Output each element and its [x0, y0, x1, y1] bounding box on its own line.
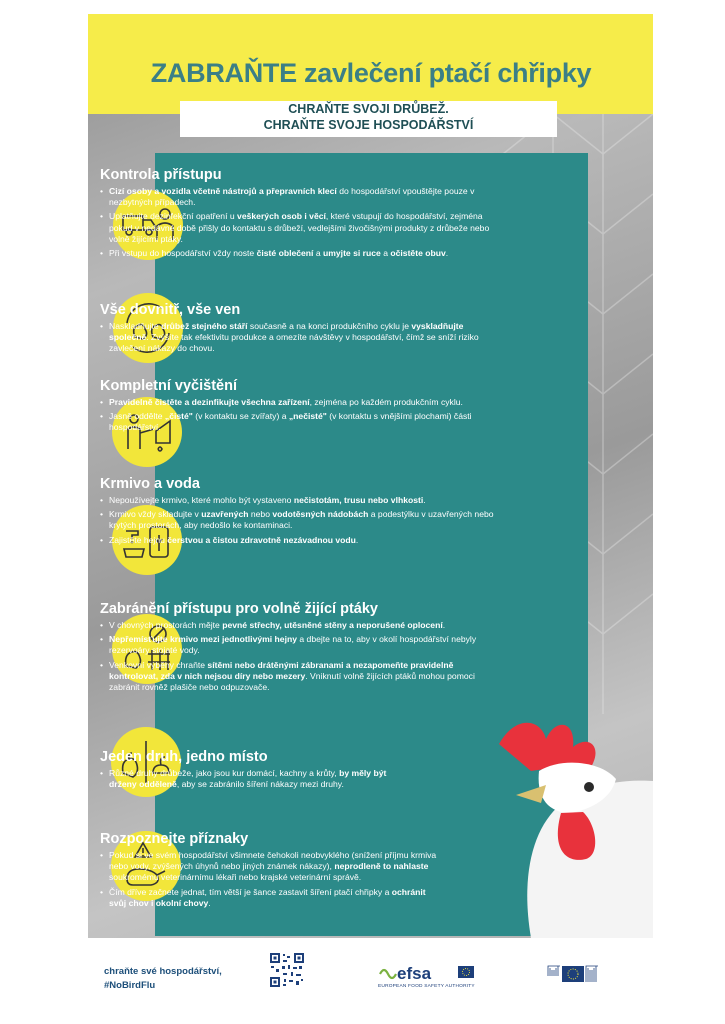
section-title: Zabránění přístupu pro volně žijící ptáky	[100, 601, 378, 617]
bullet: • Nepoužívejte krmivo, které mohlo být vystaveno nečistotám, trusu nebo vlhkosti.	[100, 495, 495, 506]
european-commission-logo	[546, 962, 604, 990]
section-title: Krmivo a voda	[100, 476, 200, 492]
tagline-line-1: chraňte své hospodářství,	[104, 966, 222, 977]
efsa-wordmark: efsa	[397, 964, 432, 983]
section-recognize-symptoms	[100, 831, 495, 912]
section-wild-bird-prevention	[100, 601, 495, 696]
qr-code[interactable]	[269, 952, 305, 988]
bullet: • Uplatňujte dezinfekční opatření u veškerých osob i věcí, které vstupují do hospodářství, zejména pokud v nedávné době přišly do kontaktu s drůbeží, vedlejšími živočišnými produkty z drůbeže nebo volně žijícími ptáky.	[100, 211, 495, 245]
bullet: • Cizí osoby a vozidla včetně nástrojů a přepravních klecí do hospodářství vpouštějte pouze v nezbytných případech.	[100, 186, 495, 208]
bullet: • Pokud si ve svém hospodářství všimnete čehokoli neobvyklého (snížení příjmu krmiva nebo vody, zvýšených úhynů nebo jiných známek nákazy), neprodleně to nahlaste soukromému veterinárnímu lékaři nebo krajské veterinární správě.	[100, 850, 441, 884]
section-complete-cleaning	[100, 378, 495, 437]
bullet: • Venkovní výběhy chraňte sítěmi nebo drátěnými zábranami a nezapomeňte pravidelně kontrolovat, zda v nich nejsou díry nebo mezery. Vniknutí volně žijících ptáků mohou pomoci zabránit rovněž plašiče nebo odpuzovače.	[100, 660, 495, 694]
hashtag: #NoBirdFlu	[104, 980, 156, 991]
bullet: • Pravidelně čistěte a dezinfikujte všechna zařízení, zejména po každém produkčním cyklu.	[100, 397, 495, 408]
page-title: ZABRAŇTE zavlečení ptačí chřipky	[150, 58, 592, 88]
bullet: • Jasně oddělte „čisté" (v kontaktu se zvířaty) a „nečisté" (v kontaktu s vnějšími plochami) části hospodářství.	[100, 411, 495, 433]
section-access-control	[100, 167, 495, 262]
section-title: Vše dovnitř, vše ven	[100, 302, 241, 318]
bullet: • Zajistěte hejnu čerstvou a čistou zdravotně nezávadnou vodu.	[100, 535, 495, 546]
subtitle-line-2: CHRAŇTE SVOJE HOSPODÁŘSTVÍ	[263, 118, 474, 132]
rooster-photo	[491, 709, 653, 938]
section-all-in-all-out	[100, 302, 495, 358]
section-title: Jeden druh, jedno místo	[100, 749, 268, 765]
section-one-species-one-place	[100, 749, 495, 793]
section-title: Rozpoznejte příznaky	[100, 831, 249, 847]
section-feed-and-water	[100, 476, 495, 549]
bullet: • Různé druhy drůbeže, jako jsou kur domácí, kachny a krůty, by měly být drženy odděleně, aby se zabránilo šíření nákazy mezi druhy.	[100, 768, 394, 790]
footer-tagline	[104, 965, 222, 993]
bullet: • V chovných prostorách mějte pevné střechy, utěsněné stěny a neporušené oplocení.	[100, 620, 495, 631]
bullet: • Při vstupu do hospodářství vždy noste čisté oblečení a umyjte si ruce a očistěte obuv.	[100, 248, 495, 259]
bullet: • Čím dříve začnete jednat, tím větší je šance zastavit šíření ptačí chřipky a ochránit svůj chov i okolní chovy.	[100, 887, 441, 909]
efsa-full-name: EUROPEAN FOOD SAFETY AUTHORITY	[378, 984, 475, 989]
bullet: • Krmivo vždy skladujte v uzavřených nebo vodotěsných nádobách a podestýlku v uzavřených nebo krytých prostorách, aby nedošlo ke kontaminaci.	[100, 509, 495, 531]
section-title: Kompletní vyčištění	[100, 378, 237, 394]
subtitle-line-1: CHRAŇTE SVOJI DRŮBEŽ.	[288, 102, 449, 116]
bullet: • Nepřemísťujte krmivo mezi jednotlivými hejny a dbejte na to, aby v okolí hospodářství nebyly rezervoáry stojaté vody.	[100, 634, 495, 656]
subtitle-box	[180, 101, 557, 137]
bullet: • Naskladňujte drůbež stejného stáří současně a na konci produkčního cyklu je vyskladňujte společně. Zvýšíte tak efektivitu produkce a omezíte návštěvy v hospodářství, čímž se sníží riziko zavlečení nákazy do chovu.	[100, 321, 495, 355]
section-title: Kontrola přístupu	[100, 167, 222, 183]
